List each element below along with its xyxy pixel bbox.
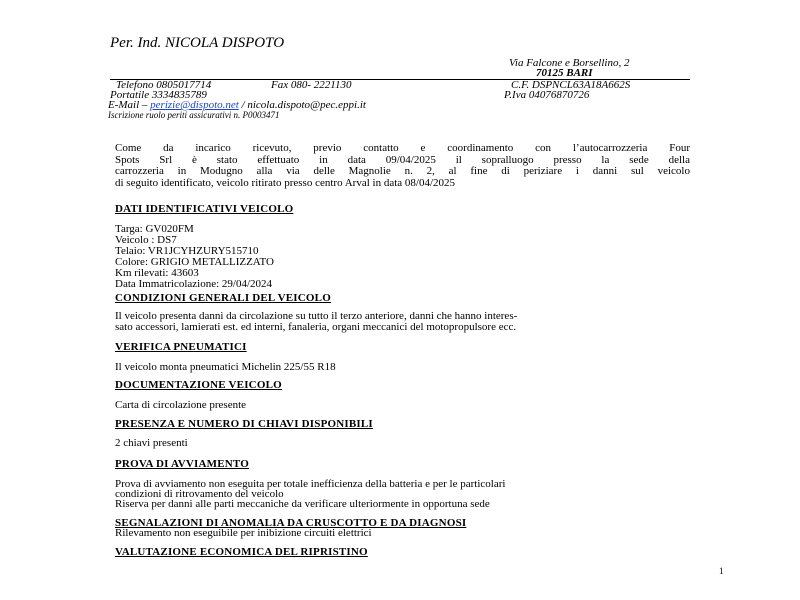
section-title-dashboard: SEGNALAZIONI DI ANOMALIA DA CRUSCOTTO E DA DIAGNOSI: [115, 517, 467, 529]
vehicle-registration-date: Data Immatricolazione: 29/04/2024: [115, 278, 273, 290]
vehicle-color: Colore: GRIGIO METALLIZZATO: [115, 256, 275, 268]
author-name: Per. Ind. NICOLA DISPOTO: [110, 35, 285, 51]
email-link[interactable]: perizie@dispoto.net: [150, 99, 239, 111]
general-text-line: Il veicolo presenta danni da circolazione su tutto il terzo anteriore, danni che hanno interes-: [115, 310, 518, 322]
intro-line: di seguito identificato, veicolo ritirato presso centro Arval in data 08/04/2025: [115, 176, 456, 189]
section-title-valuation: VALUTAZIONE ECONOMICA DEL RIPRISTINO: [115, 546, 368, 558]
dashboard-text: Rilevamento non eseguibile per inibizione circuiti elettrici: [115, 527, 372, 539]
start-text-line: Riserva per danni alle parti meccaniche da verificare ulteriormente in opportuna sede: [115, 498, 490, 510]
section-title-docs: DOCUMENTAZIONE VEICOLO: [115, 379, 282, 391]
page-number: 1: [719, 566, 724, 576]
start-text-line: condizioni di ritrovamento del veicolo: [115, 488, 284, 500]
tyres-text: Il veicolo monta pneumatici Michelin 225/55 R18: [115, 361, 336, 373]
section-title-general: CONDIZIONI GENERALI DEL VEICOLO: [115, 292, 331, 304]
intro-line: Spots Srl è stato effettuato in data 09/04/2025 il sopralluogo presso la sede della: [115, 153, 690, 166]
docs-text: Carta di circolazione presente: [115, 399, 247, 411]
intro-line: carrozzeria in Modugno alla via delle Magnolie n. 2, al fine di periziare i danni sul veicolo: [115, 165, 690, 177]
vehicle-chassis: Telaio: VR1JCYHZURY515710: [115, 245, 259, 257]
keys-text: 2 chiavi presenti: [115, 437, 188, 449]
fiscal-code: C.F. DSPNCL63A18A662S: [511, 79, 631, 91]
intro-line: Come da incarico ricevuto, previo contatto e coordinamento con l’autocarrozzeria Four: [115, 142, 690, 154]
section-title-start: PROVA DI AVVIAMENTO: [115, 458, 249, 470]
section-title-tyres: VERIFICA PNEUMATICI: [115, 341, 247, 353]
mobile-number: Portatile 3334835789: [110, 89, 207, 101]
vehicle-km: Km rilevati: 43603: [115, 267, 199, 279]
section-title-keys: PRESENZA E NUMERO DI CHIAVI DISPONIBILI: [115, 418, 373, 430]
start-text-line: Prova di avviamento non eseguita per totale inefficienza della batteria e per le particolari: [115, 478, 506, 490]
address-street: Via Falcone e Borsellino, 2: [509, 57, 630, 69]
section-title-vehicle-id: DATI IDENTIFICATIVI VEICOLO: [115, 203, 294, 215]
address-city: 70125 BARI: [536, 67, 593, 79]
vehicle-model: Veicolo : DS7: [115, 234, 177, 246]
vehicle-plate: Targa: GV020FM: [115, 223, 194, 235]
registry-number: Iscrizione ruolo periti assicurativi n. P0003471: [108, 110, 280, 120]
email-prefix: E-Mail –: [108, 99, 148, 111]
vat-number: P.Iva 04076870726: [504, 89, 590, 101]
intro-paragraph: [115, 143, 690, 189]
email-suffix: / nicola.dispoto@pec.eppi.it: [241, 99, 366, 111]
fax-number: Fax 080- 2221130: [271, 79, 352, 91]
general-text-line: sato accessori, lamierati est. ed interni, fanaleria, organi meccanici del motopropulsore ecc.: [115, 321, 517, 333]
phone-number: Telefono 0805017714: [116, 79, 212, 91]
